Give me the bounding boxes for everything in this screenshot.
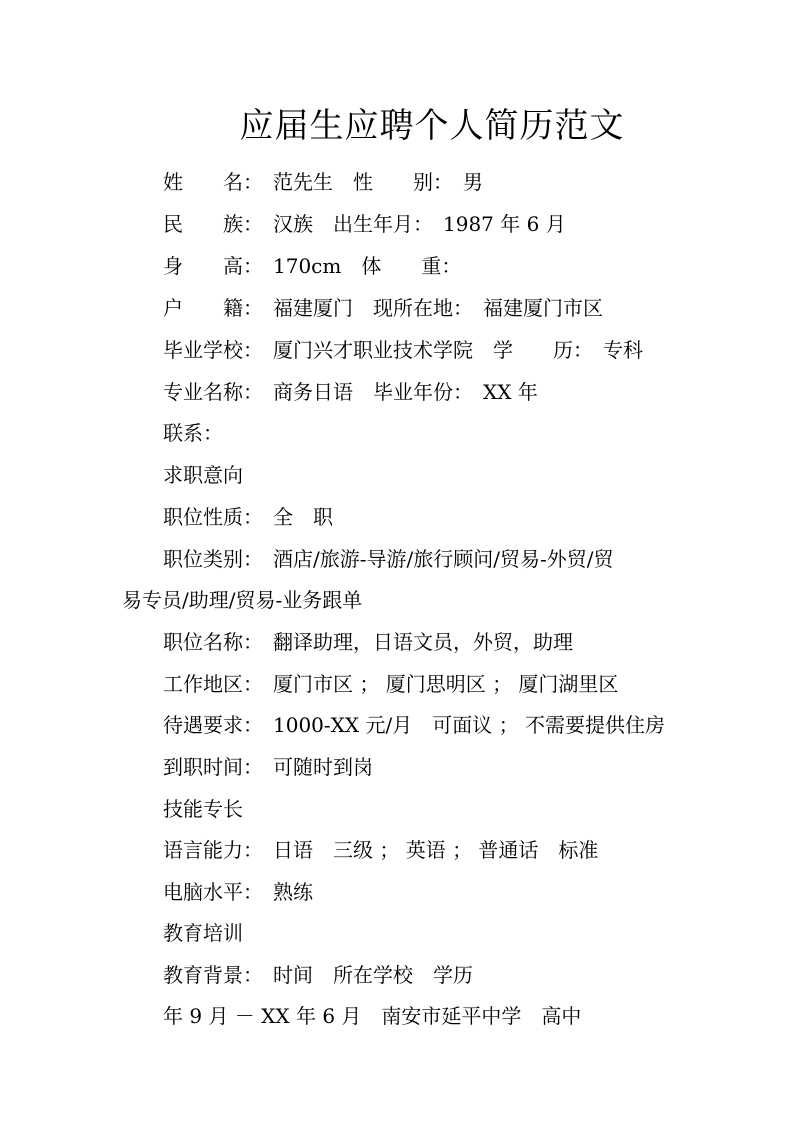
line-height-weight: 身 高： 170cm 体 重：	[163, 254, 462, 278]
line-contact: 联系：	[163, 421, 223, 445]
document-title: 应届生应聘个人简历范文	[239, 106, 625, 146]
section-education: 教育培训	[163, 921, 243, 945]
line-languages: 语言能力： 日语 三级 ； 英语 ； 普通话 标准	[163, 838, 599, 862]
line-job-title: 职位名称： 翻译助理，日语文员，外贸，助理	[163, 630, 573, 654]
section-job-intention: 求职意向	[163, 463, 243, 487]
line-education-header: 教育背景： 时间 所在学校 学历	[163, 963, 473, 987]
line-hometown-residence: 户 籍： 福建厦门 现所在地： 福建厦门市区	[163, 296, 603, 320]
line-start-time: 到职时间： 可随时到岗	[163, 755, 373, 779]
line-work-area: 工作地区： 厦门市区 ； 厦门思明区 ； 厦门湖里区	[163, 672, 619, 696]
line-school-degree: 毕业学校： 厦门兴才职业技术学院 学 历： 专科	[163, 338, 643, 362]
line-ethnicity-birth: 民 族： 汉族 出生年月： 1987 年 6 月	[163, 212, 566, 236]
line-job-category-cont: 易专员/助理/贸易-业务跟单	[122, 588, 363, 612]
line-major-year: 专业名称： 商务日语 毕业年份： XX 年	[163, 380, 538, 404]
line-job-nature: 职位性质： 全 职	[163, 505, 333, 529]
line-salary: 待遇要求： 1000-XX 元/月 可面议 ； 不需要提供住房	[163, 713, 665, 737]
line-computer: 电脑水平： 熟练	[163, 880, 313, 904]
line-job-category: 职位类别： 酒店/旅游-导游/旅行顾问/贸易-外贸/贸	[163, 547, 614, 571]
line-education-entry: 年 9 月 － XX 年 6 月 南安市延平中学 高中	[163, 1004, 582, 1028]
line-name-gender: 姓 名： 范先生 性 别： 男	[163, 170, 483, 194]
section-skills: 技能专长	[163, 797, 243, 821]
